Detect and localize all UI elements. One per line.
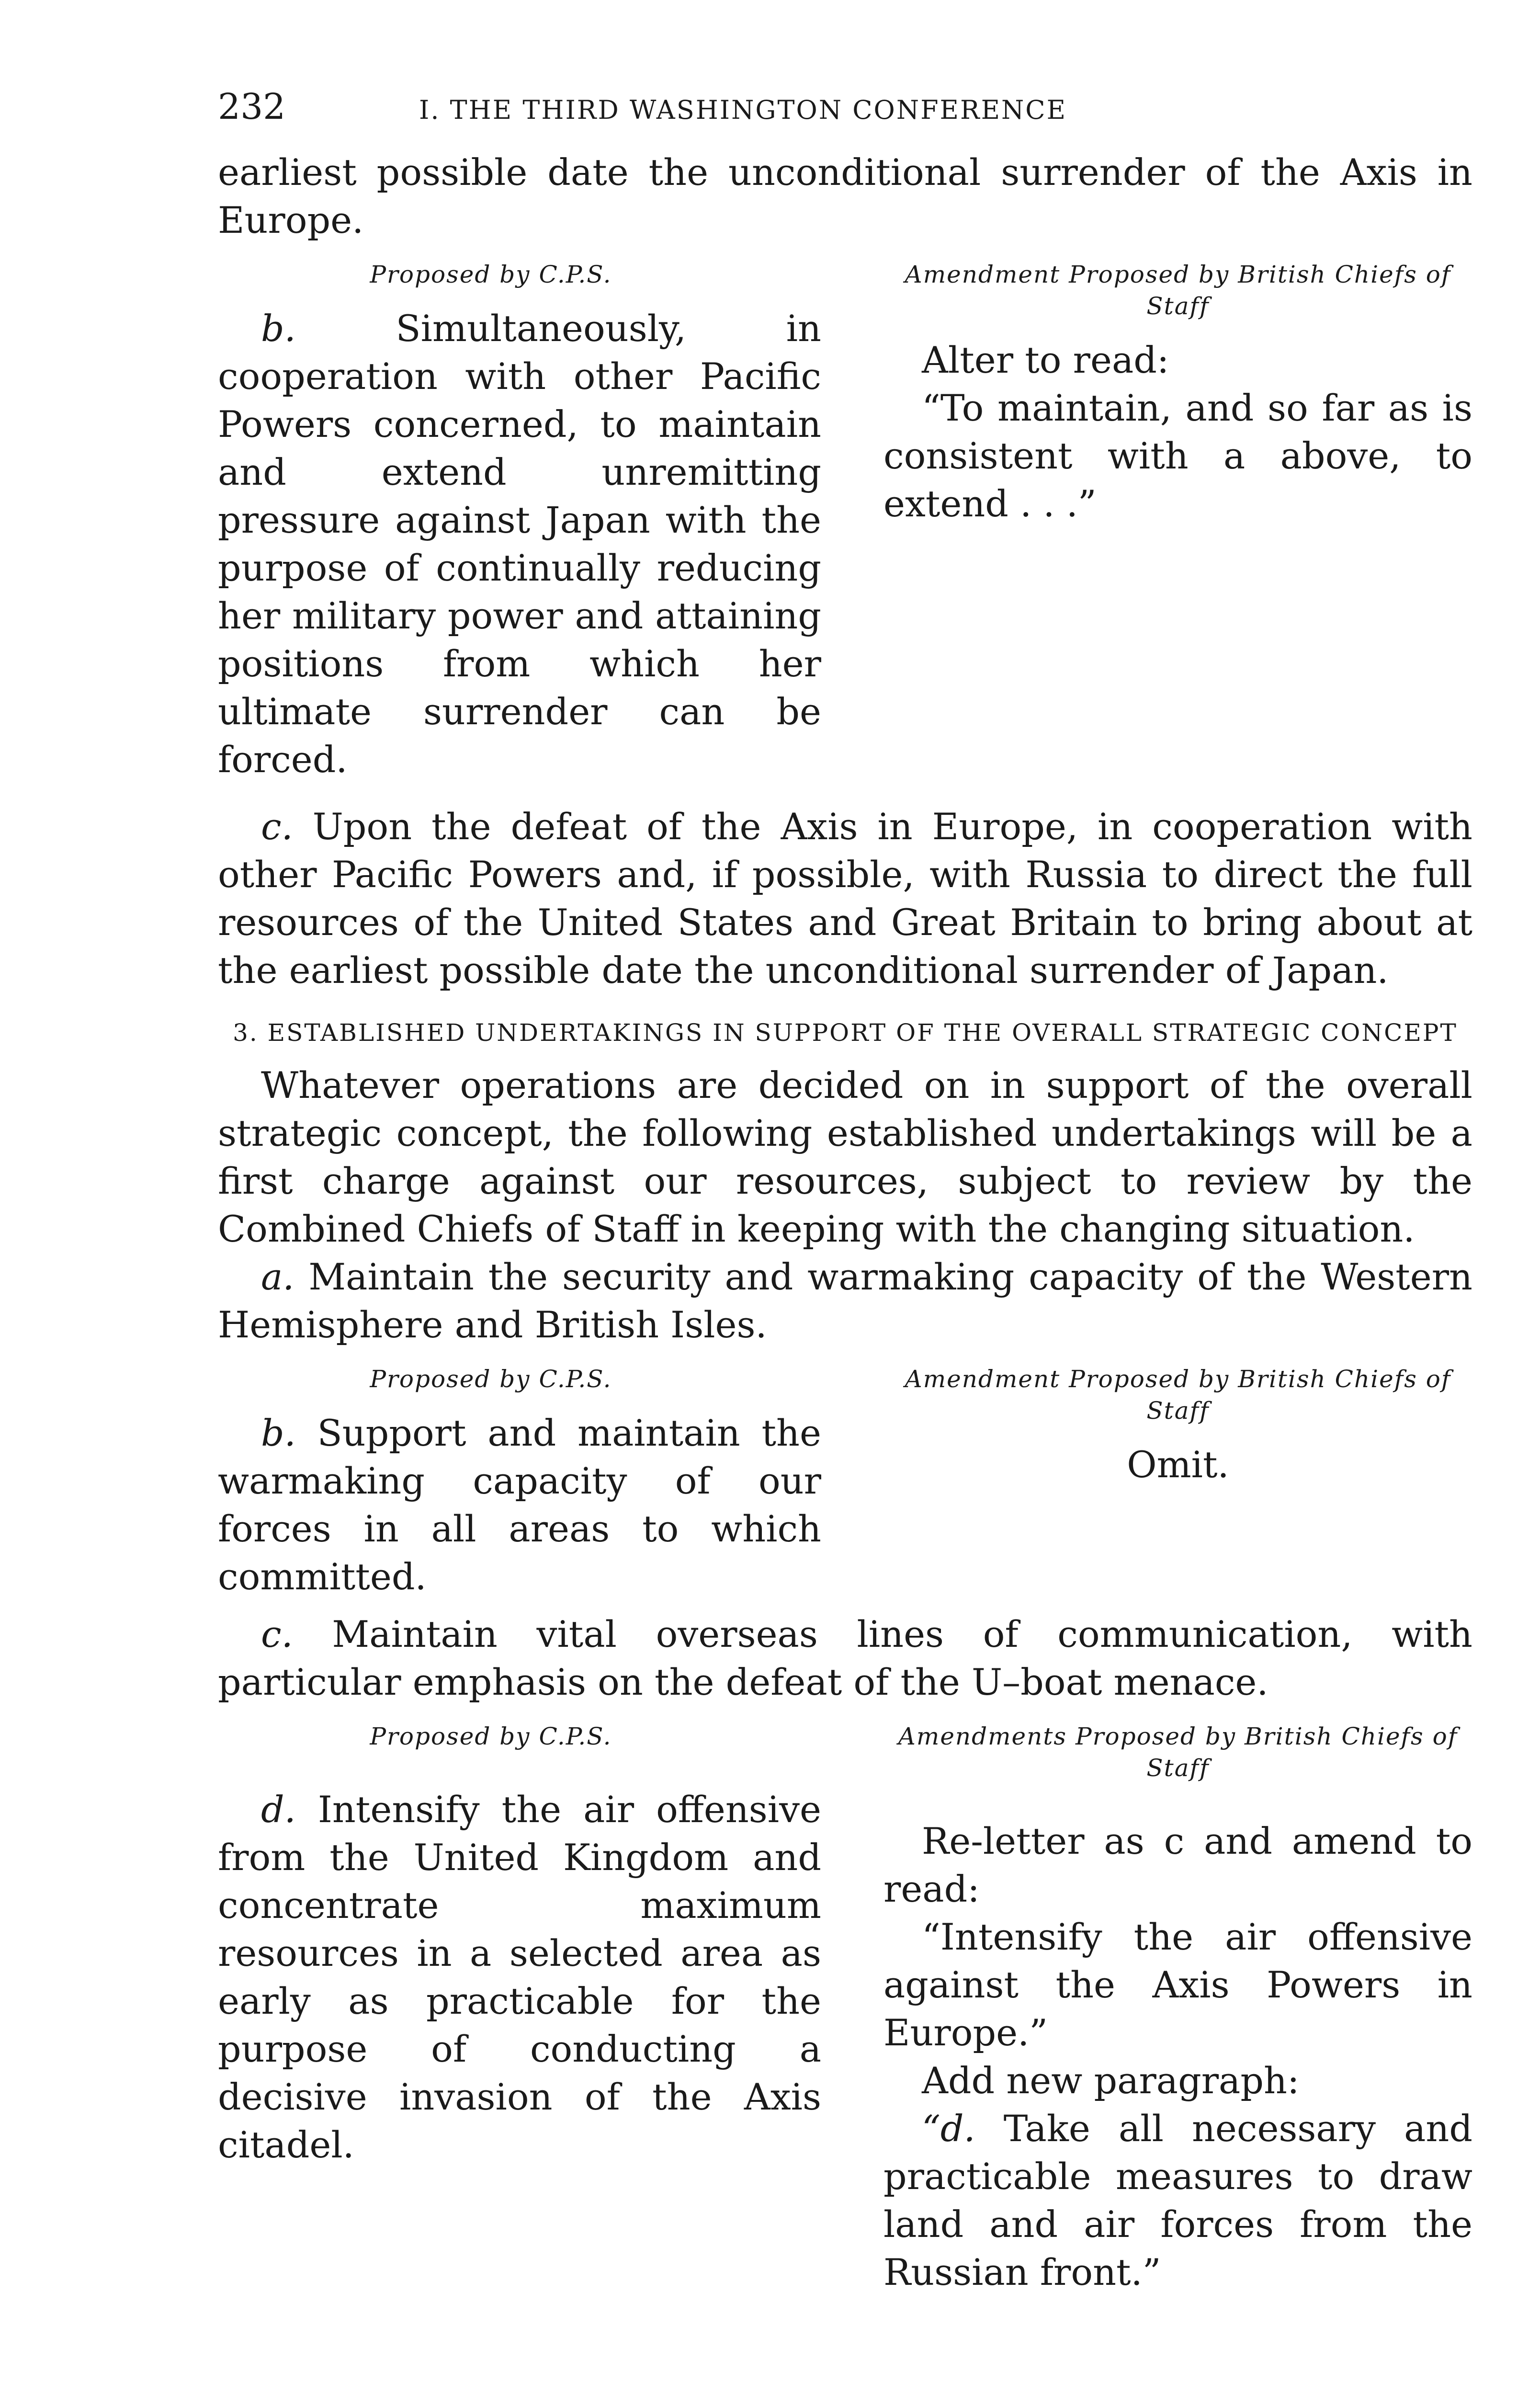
amendment-instruction: Re-letter as c and amend to read: (883, 1820, 1472, 1910)
amendment-new-paragraph (883, 2105, 1472, 2296)
amendment-heading: Amendment Proposed by British Chiefs of Staff (905, 261, 1451, 320)
proposed-text: Simultaneously, in cooperation with other Pacific Powers concerned, to maintain and extend unremitting pressure against Japan with the purpose of continually reducing her military power and attaining positions from which her ultimate surrender can be forced. (218, 307, 821, 781)
paragraph-letter: “d. (922, 2107, 975, 2150)
paragraph-c2-text: Maintain vital overseas lines of communication, with particular emphasis on the defeat of the U–boat menace. (218, 1613, 1472, 1703)
paragraph-letter: b. (261, 307, 296, 350)
amendment-text: “Intensify the air offensive against the Axis Powers in Europe.” (883, 1916, 1472, 2054)
paragraph-letter: d. (261, 1788, 296, 1831)
comparison-block-b (218, 259, 1472, 784)
paragraph-c (218, 803, 1472, 994)
proposed-column (218, 259, 821, 784)
proposed-column (218, 1363, 821, 1601)
paragraph-letter: c. (261, 1613, 293, 1655)
paragraph-a (218, 1253, 1472, 1349)
amendment-instruction-2: Add new paragraph: (922, 2059, 1300, 2102)
proposed-paragraph-b (218, 1409, 821, 1601)
comparison-block-d (218, 1721, 1472, 2296)
page-header (218, 86, 1472, 148)
paragraph-letter: c. (261, 805, 293, 848)
comparison-block-b2 (218, 1363, 1472, 1601)
paragraph-letter: b. (261, 1412, 296, 1454)
proposed-text: Intensify the air offensive from the United Kingdom and concentrate maximum resources in a selected area as early as practicable for the purpose of conducting a decisive invasion of the Axis citadel. (218, 1788, 821, 2166)
amendment-instruction: Alter to read: (922, 339, 1169, 381)
paragraph-c-text: Upon the defeat of the Axis in Europe, in cooperation with other Pacific Powers and, if possible, with Russia to direct the full resources of the United States and Great Britain to bring about at the earliest possible date the unconditional surrender of Japan. (218, 805, 1472, 992)
document-page (218, 86, 1472, 2296)
amendment-new-text: Take all necessary and practicable measures to draw land and air forces from the Russian front.” (883, 2107, 1472, 2293)
amendment-column (883, 1721, 1472, 2296)
amendment-heading: Amendments Proposed by British Chiefs of Staff (898, 1722, 1458, 1782)
amendment-column (883, 259, 1472, 784)
amendment-text: Omit. (1127, 1443, 1229, 1486)
section-3-intro: Whatever operations are decided on in support of the overall strategic concept, the following established undertakings will be a first charge against our resources, subject to review by the Combined Chiefs of Staff in keeping with the changing situation. (218, 1064, 1472, 1250)
amendment-text: “To maintain, and so far as is consistent with a above, to extend . . .” (883, 387, 1472, 525)
proposed-heading: Proposed by C.P.S. (370, 261, 612, 288)
section-3-heading: 3. ESTABLISHED UNDERTAKINGS IN SUPPORT OF THE OVERALL STRATEGIC CONCEPT (233, 1019, 1458, 1047)
paragraph-c2 (218, 1610, 1472, 1706)
paragraph-letter: a. (261, 1255, 294, 1298)
proposed-text: Support and maintain the warmaking capacity of our forces in all areas to which committed. (218, 1412, 821, 1598)
amendment-column (883, 1363, 1472, 1601)
proposed-paragraph-d (218, 1786, 821, 2169)
proposed-heading: Proposed by C.P.S. (370, 1365, 612, 1393)
running-head: I. THE THIRD WASHINGTON CONFERENCE (419, 95, 1067, 125)
page-number: 232 (218, 86, 286, 127)
amendment-heading: Amendment Proposed by British Chiefs of Staff (905, 1365, 1451, 1425)
paragraph-a-text: Maintain the security and warmaking capacity of the Western Hemisphere and British Isles. (218, 1255, 1472, 1346)
proposed-heading: Proposed by C.P.S. (370, 1722, 612, 1750)
proposed-column (218, 1721, 821, 2296)
intro-paragraph: earliest possible date the unconditional surrender of the Axis in Europe. (218, 151, 1472, 241)
proposed-paragraph-b (218, 305, 821, 784)
